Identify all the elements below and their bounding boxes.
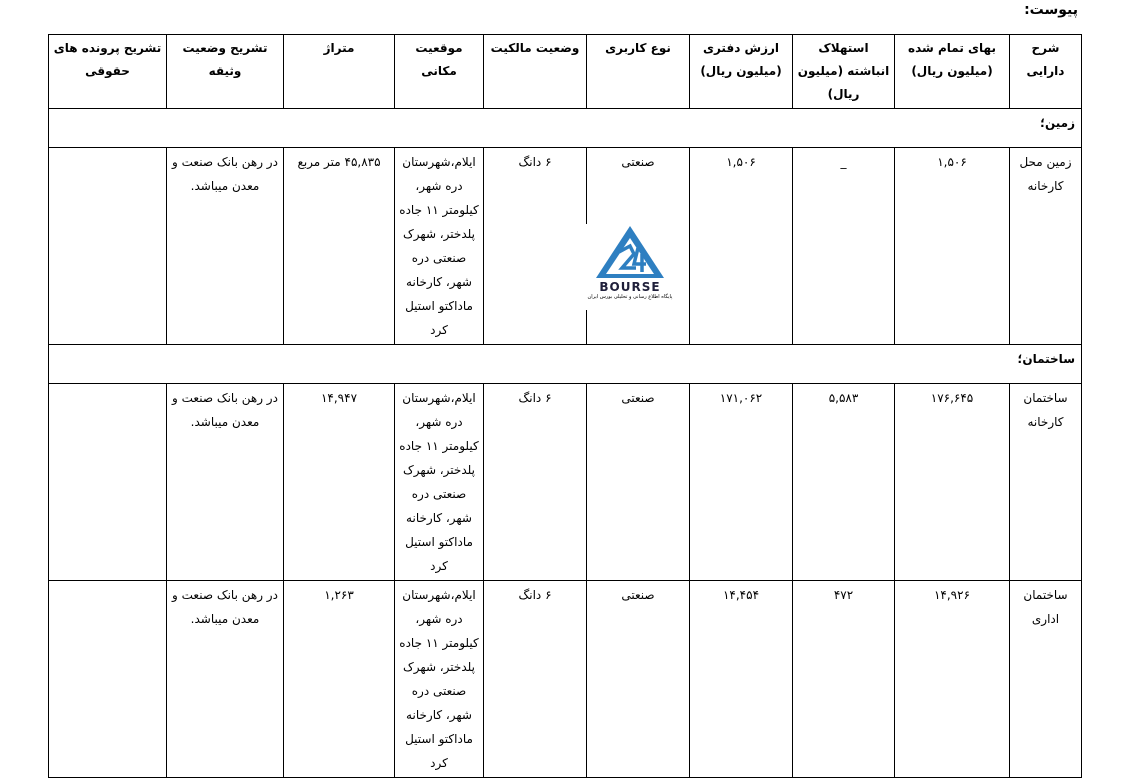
table-row [49, 384, 1082, 581]
cell-description: زمین محل کارخانه [1010, 148, 1082, 345]
table-row [49, 581, 1082, 778]
header-cost: بهای تمام شده (میلیون ریال) [895, 35, 1010, 109]
header-legal: تشریح پرونده های حقوقی [49, 35, 167, 109]
cell-location: ایلام،شهرستان دره شهر، کیلومتر ۱۱ جاده پلدختر، شهرک صنعتی دره شهر، کارخانه ماداکتو استیل کرد [395, 384, 484, 581]
cell-ownership: ۶ دانگ [484, 148, 587, 345]
header-collateral: تشریح وضعیت وثیقه [167, 35, 284, 109]
triangle-logo-icon [594, 224, 666, 280]
cell-description: ساختمان کارخانه [1010, 384, 1082, 581]
bourse-watermark-logo [585, 224, 675, 310]
section-row-land [49, 109, 1082, 148]
section-row-buildings [49, 345, 1082, 384]
cell-book-value: ۱,۵۰۶ [690, 148, 793, 345]
cell-location: ایلام،شهرستان دره شهر، کیلومتر ۱۱ جاده پلدختر، شهرک صنعتی دره شهر، کارخانه ماداکتو استیل کرد [395, 581, 484, 778]
header-row [49, 35, 1082, 109]
cell-depreciation: _ [793, 148, 895, 345]
page-title: پیوست: [1024, 2, 1078, 18]
cell-legal [49, 148, 167, 345]
header-book-value: ارزش دفتری (میلیون ریال) [690, 35, 793, 109]
header-area: متراژ [284, 35, 395, 109]
cell-usage: صنعتی [587, 148, 690, 345]
cell-ownership: ۶ دانگ [484, 384, 587, 581]
cell-collateral: در رهن بانک صنعت و معدن میباشد. [167, 384, 284, 581]
cell-cost: ۱۷۶,۶۴۵ [895, 384, 1010, 581]
section-buildings: ساختمان؛ [49, 345, 1082, 384]
cell-depreciation: ۴۷۲ [793, 581, 895, 778]
cell-book-value: ۱۴,۴۵۴ [690, 581, 793, 778]
cell-description: ساختمان اداری [1010, 581, 1082, 778]
cell-collateral: در رهن بانک صنعت و معدن میباشد. [167, 148, 284, 345]
header-depreciation: استهلاک انباشته (میلیون ریال) [793, 35, 895, 109]
cell-legal [49, 581, 167, 778]
cell-collateral: در رهن بانک صنعت و معدن میباشد. [167, 581, 284, 778]
cell-depreciation: ۵,۵۸۳ [793, 384, 895, 581]
watermark-brand: BOURSE [599, 280, 661, 294]
cell-book-value: ۱۷۱,۰۶۲ [690, 384, 793, 581]
cell-cost: ۱,۵۰۶ [895, 148, 1010, 345]
assets-table [48, 34, 1082, 778]
header-usage: نوع کاربری [587, 35, 690, 109]
header-ownership: وضعیت مالکیت [484, 35, 587, 109]
cell-usage: صنعتی [587, 384, 690, 581]
cell-area: ۴۵,۸۳۵ متر مربع [284, 148, 395, 345]
cell-usage: صنعتی [587, 581, 690, 778]
cell-area: ۱۴,۹۴۷ [284, 384, 395, 581]
header-location: موقعیت مکانی [395, 35, 484, 109]
cell-cost: ۱۴,۹۲۶ [895, 581, 1010, 778]
cell-area: ۱,۲۶۳ [284, 581, 395, 778]
watermark-tagline: پایگاه اطلاع رسانی و تحلیلی بورس ایران [587, 294, 673, 300]
section-land: زمین؛ [49, 109, 1082, 148]
cell-legal [49, 384, 167, 581]
table-row [49, 148, 1082, 345]
cell-location: ایلام،شهرستان دره شهر، کیلومتر ۱۱ جاده پلدختر، شهرک صنعتی دره شهر، کارخانه ماداکتو استیل کرد [395, 148, 484, 345]
cell-ownership: ۶ دانگ [484, 581, 587, 778]
header-description: شرح دارایی [1010, 35, 1082, 109]
